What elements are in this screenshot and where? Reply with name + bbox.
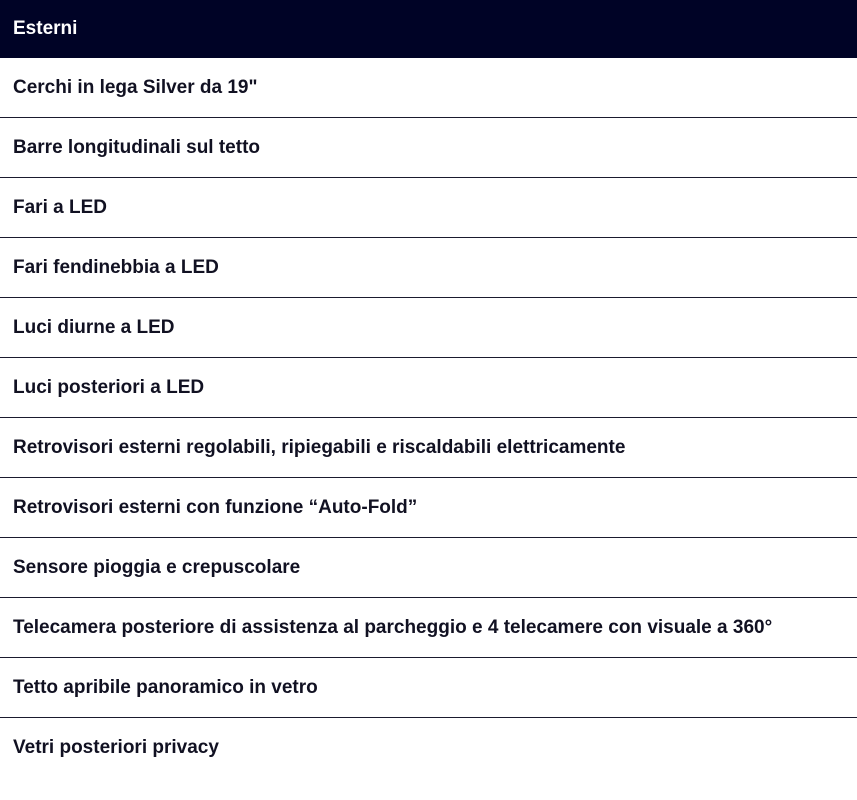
spec-row <box>0 598 857 658</box>
spec-row <box>0 538 857 598</box>
section-title: Esterni <box>13 18 78 39</box>
spec-row <box>0 178 857 238</box>
spec-list <box>0 58 857 778</box>
spec-row <box>0 118 857 178</box>
spec-row <box>0 298 857 358</box>
spec-item-label: Barre longitudinali sul tetto <box>13 136 261 158</box>
spec-item-label: Retrovisori esterni con funzione “Auto-Fold” <box>13 496 418 518</box>
spec-item-label: Tetto apribile panoramico in vetro <box>13 676 318 698</box>
section-header <box>0 0 857 58</box>
spec-item-label: Fari fendinebbia a LED <box>13 256 219 278</box>
spec-item-label: Sensore pioggia e crepuscolare <box>13 556 301 578</box>
spec-row <box>0 418 857 478</box>
spec-item-label: Luci posteriori a LED <box>13 376 205 398</box>
spec-row <box>0 478 857 538</box>
spec-item-label: Cerchi in lega Silver da 19" <box>13 76 258 98</box>
spec-row <box>0 658 857 718</box>
spec-row <box>0 58 857 118</box>
spec-row <box>0 238 857 298</box>
spec-row <box>0 718 857 778</box>
spec-item-label: Vetri posteriori privacy <box>13 737 219 758</box>
spec-item-label: Fari a LED <box>13 196 107 218</box>
spec-item-label: Telecamera posteriore di assistenza al parcheggio e 4 telecamere con visuale a 360° <box>13 616 773 638</box>
spec-row <box>0 358 857 418</box>
spec-item-label: Luci diurne a LED <box>13 316 175 338</box>
spec-item-label: Retrovisori esterni regolabili, ripiegabili e riscaldabili elettricamente <box>13 436 626 458</box>
